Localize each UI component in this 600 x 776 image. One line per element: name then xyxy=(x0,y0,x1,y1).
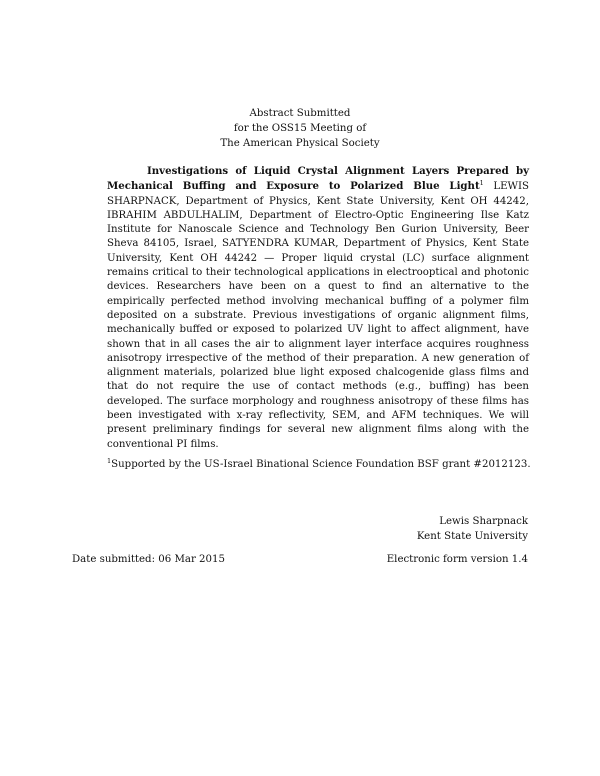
abstract-paragraph xyxy=(107,164,529,452)
date-submitted: Date submitted: 06 Mar 2015 xyxy=(72,554,225,565)
footnote-text: Supported by the US-Israel Binational Science Foundation BSF grant #2012123. xyxy=(111,459,531,470)
abstract-title: Investigations of Liquid Crystal Alignment Layers Prepared by Mechanical Buffing and Exposure to Polarized Blue Light xyxy=(107,165,529,193)
signature-block xyxy=(417,514,528,544)
header-line-2: for the OSS15 Meeting of xyxy=(233,123,367,134)
footnote-mark: 1 xyxy=(107,457,112,465)
signature-affiliation: Kent State University xyxy=(416,531,528,542)
header-line-3: The American Physical Society xyxy=(220,138,380,149)
header-line-1: Abstract Submitted xyxy=(249,108,351,119)
abstract-body: LEWIS SHARPNACK, Department of Physics, Kent State University, Kent OH 44242, IBRAHIM ABDULHALIM, Department of Electro-Optic Engineering Ilse Katz Institute for Nanoscale Science and Technology Ben Gurion University, Beer Sheva 84105, Israel, SATYENDRA KUMAR, Department of Physics, Kent State University, Kent OH 44242 — Proper liquid crystal (LC) surface alignment remains critical to their technological applications in electrooptical and photonic devices. Researchers have been on a quest to find an alternative to the empirically perfected method involving mechanical buffing of a polymer film deposited on a substrate. Previous investigations of organic alignment films, mechanically buffed or exposed to polarized UV light to affect alignment, have shown that in all cases the air to alignment layer interface acquires roughness anisotropy irrespective of the method of their preparation. A new generation of alignment materials, polarized blue light exposed chalcogenide glass films and that do not require the use of contact methods (e.g., buffing) has been developed. The surface morphology and roughness anisotropy of these films has been investigated with x-ray reflectivity, SEM, and AFM techniques. We will present preliminary findings for several new alignment films along with the conventional PI films. xyxy=(107,181,529,450)
footnote xyxy=(107,458,537,472)
submission-header xyxy=(0,106,600,151)
form-version: Electronic form version 1.4 xyxy=(386,554,528,565)
signature-name: Lewis Sharpnack xyxy=(439,516,528,527)
title-footnote-mark: 1 xyxy=(479,179,484,188)
